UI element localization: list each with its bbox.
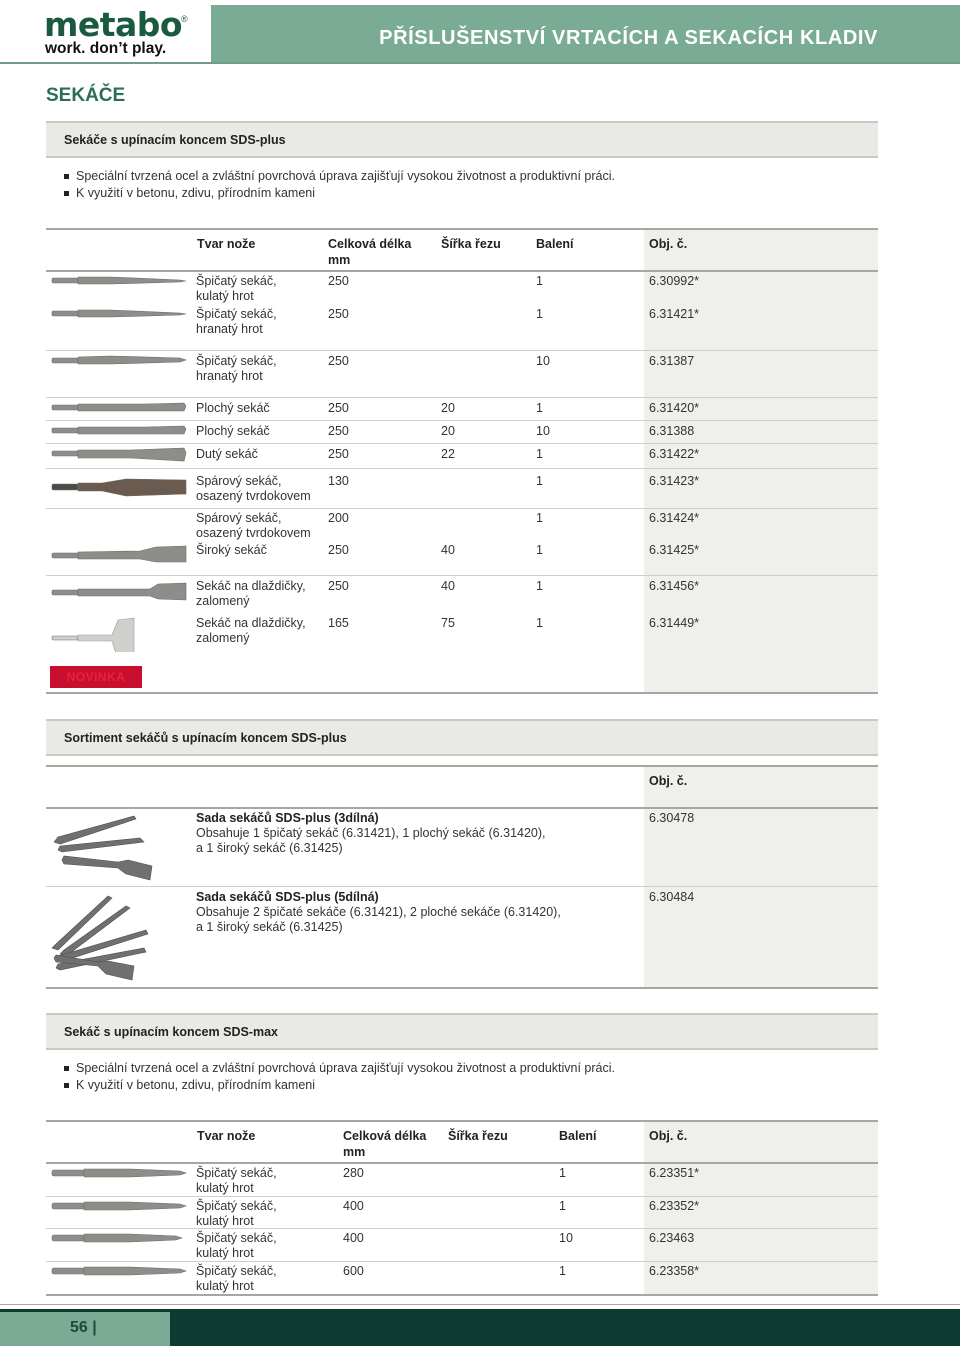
chisel-set-3-icon [54, 816, 152, 880]
pointed-chisel-icon [52, 1267, 186, 1275]
order-column-bg [644, 765, 878, 989]
bullet-list [64, 1060, 615, 1094]
chisel-set-5-icon [52, 896, 148, 980]
logo-wordmark: metabo [44, 5, 183, 44]
logo-slogan: work. don’t play. [45, 40, 167, 57]
section-title: Sortiment sekáčů s upínacím koncem SDS-plus [64, 731, 347, 745]
metabo-logo [44, 5, 204, 60]
col-header-order: Obj. č. [649, 1129, 688, 1143]
sds-plus-sets-table [46, 765, 878, 989]
header-divider [0, 62, 960, 64]
tile-chisel-wide-icon [52, 618, 134, 652]
bullet-list [64, 168, 615, 202]
bullet-item: Speciální tvrzená ocel a zvláštní povrchová úprava zajišťují vysokou životnost a produktivní práci. [64, 168, 615, 185]
col-header-order: Obj. č. [649, 774, 688, 788]
bullet-item: Speciální tvrzená ocel a zvláštní povrchová úprava zajišťují vysokou životnost a produktivní práci. [64, 1060, 615, 1077]
section-bar-sds-plus-sets [46, 719, 878, 756]
hollow-chisel-icon [52, 448, 186, 461]
page-number: 56 | [70, 1319, 97, 1336]
col-header-width: Šířka řezu [441, 237, 501, 251]
section-title: Sekáče s upínacím koncem SDS-plus [64, 133, 286, 147]
novinka-badge: NOVINKA [50, 666, 142, 688]
flat-chisel-icon [52, 403, 186, 411]
col-header-length-unit: mm [328, 253, 351, 267]
tile-chisel-icon [52, 583, 186, 600]
pointed-chisel-icon [52, 1234, 182, 1242]
col-header-shape: Tvar nože [197, 1129, 256, 1143]
footer-divider [0, 1304, 960, 1305]
section-bar-sds-max [46, 1013, 878, 1050]
header-title: PŘÍSLUŠENSTVÍ VRTACÍCH A SEKACÍCH KLADIV [379, 27, 878, 49]
sds-max-chisel-images [50, 1164, 190, 1276]
col-header-length: Celková délka [328, 237, 412, 251]
col-header-pack: Balení [559, 1129, 597, 1143]
pointed-chisel-icon [52, 277, 186, 284]
col-header-length: Celková délka [343, 1129, 427, 1143]
col-header-length-unit: mm [343, 1145, 366, 1159]
logo-registered-mark: ® [181, 14, 188, 24]
chisel-set-images [48, 810, 158, 985]
header-band [211, 5, 960, 63]
chisel-images [50, 272, 190, 652]
page-title: SEKÁČE [46, 85, 126, 106]
wide-chisel-icon [52, 546, 186, 562]
joint-chisel-icon [52, 479, 186, 496]
col-header-width: Šířka řezu [448, 1129, 508, 1143]
col-header-pack: Balení [536, 237, 574, 251]
page-header [0, 0, 960, 64]
pointed-chisel-icon [52, 356, 186, 364]
bullet-item: K využití v betonu, zdivu, přírodním kameni [64, 1077, 615, 1094]
col-header-shape: Tvar nože [197, 237, 256, 251]
pointed-chisel-icon [52, 310, 186, 317]
pointed-chisel-icon [52, 1202, 186, 1210]
pointed-chisel-icon [52, 1169, 186, 1177]
col-header-order: Obj. č. [649, 237, 688, 251]
flat-chisel-icon [52, 426, 186, 434]
section-title: Sekáč s upínacím koncem SDS-max [64, 1025, 278, 1039]
bullet-item: K využití v betonu, zdivu, přírodním kameni [64, 185, 615, 202]
section-bar-sds-plus [46, 121, 878, 158]
